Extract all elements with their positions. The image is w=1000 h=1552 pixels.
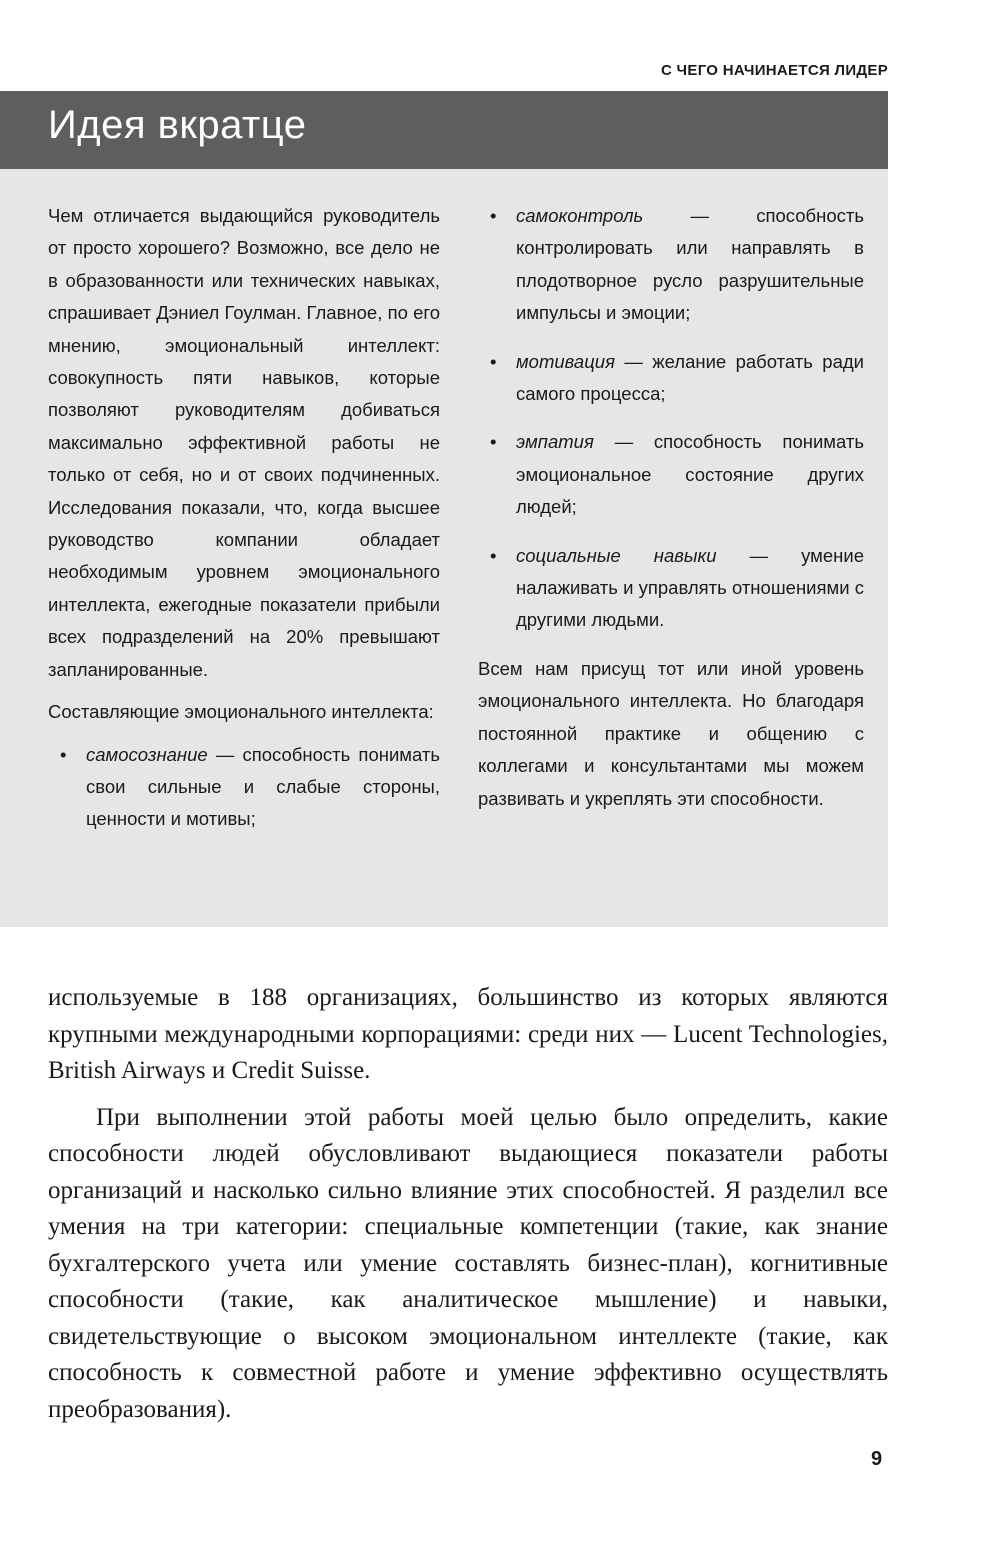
sidebar-left-column <box>48 200 440 852</box>
main-text <box>48 980 888 1438</box>
list-item-term: эмпатия <box>516 431 594 453</box>
list-item-term: мотивация <box>516 350 615 372</box>
bullet-icon: • <box>490 431 497 453</box>
running-head: С ЧЕГО НАЧИНАЕТСЯ ЛИДЕР <box>660 62 888 79</box>
sidebar-title: Идея вкратце <box>48 103 307 147</box>
list-item-text: — способность понимать свои сильные и слабые стороны, ценности и мотивы; <box>86 743 440 830</box>
bullet-icon: • <box>60 743 67 765</box>
sidebar-intro-paragraph: Чем отличается выдающийся руководитель от просто хорошего? Возможно, все дело не в образованности или технических навыках, спрашивает Дэниел Гоулман. Главное, по его мнению, эмоциональный интеллект: совокупность пяти навыков, которые позволяют руководителям добиваться максимально эффективной работы не только от себя, но и от своих подчиненных. Исследования показали, что, когда высшее руководство компании обладает необходимым уровнем эмоционального интеллекта, ежегодные показатели прибыли всех подразделений на 20% превышают запланированные. <box>48 205 440 680</box>
sidebar-right-column <box>478 200 864 825</box>
list-item-text: — способность понимать эмоциональное состояние других людей; <box>516 431 864 518</box>
list-item <box>478 346 864 411</box>
body-paragraph-2: При выполнении этой работы моей целью было определить, какие способности людей обусловливают выдающиеся показатели работы организаций и насколько сильно влияние этих способностей. Я разделил все умения на три категории: специальные компетенции (такие, как знание бухгалтерского учета или умение составлять бизнес-план), когнитивные способности (такие, как аналитическое мышление) и навыки, свидетельствующие о высоком эмоциональном интеллекте (такие, как способность к совместной работе и умение эффективно осуществлять преобразования). <box>48 1103 888 1423</box>
list-item <box>478 426 864 523</box>
list-item-term: самосознание <box>86 743 208 765</box>
bullet-icon: • <box>490 544 497 566</box>
page-number: 9 <box>871 1448 883 1470</box>
sidebar-components-lead: Составляющие эмоционального интеллекта: <box>48 701 434 723</box>
list-item-term: самоконтроль <box>516 205 644 226</box>
bullet-icon: • <box>490 205 497 226</box>
body-paragraph-1: используемые в 188 организациях, большинство из которых являются крупными международными корпорациями: среди них — Lucent Technologies, British Airways и Credit Suisse. <box>48 984 888 1084</box>
bullet-icon: • <box>490 350 497 372</box>
sidebar-list-left <box>48 739 440 836</box>
list-item <box>48 739 440 836</box>
list-item-term: социальные навыки <box>516 544 717 566</box>
list-item-text: — способность контролировать или направлять в плодотворное русло разрушительные импульсы и эмоции; <box>516 205 864 324</box>
list-item <box>478 200 864 330</box>
list-item <box>478 540 864 637</box>
list-item-text: — желание работать ради самого процесса; <box>516 350 864 405</box>
sidebar-list-right <box>478 200 864 637</box>
sidebar-conclusion-paragraph: Всем нам присущ тот или иной уровень эмоционального интеллекта. Но благодаря постоянной практике и общению с коллегами и консультантами мы можем развивать и укреплять эти способности. <box>478 657 864 809</box>
list-item-text: — умение налаживать и управлять отношениями с другими людьми. <box>516 544 864 631</box>
